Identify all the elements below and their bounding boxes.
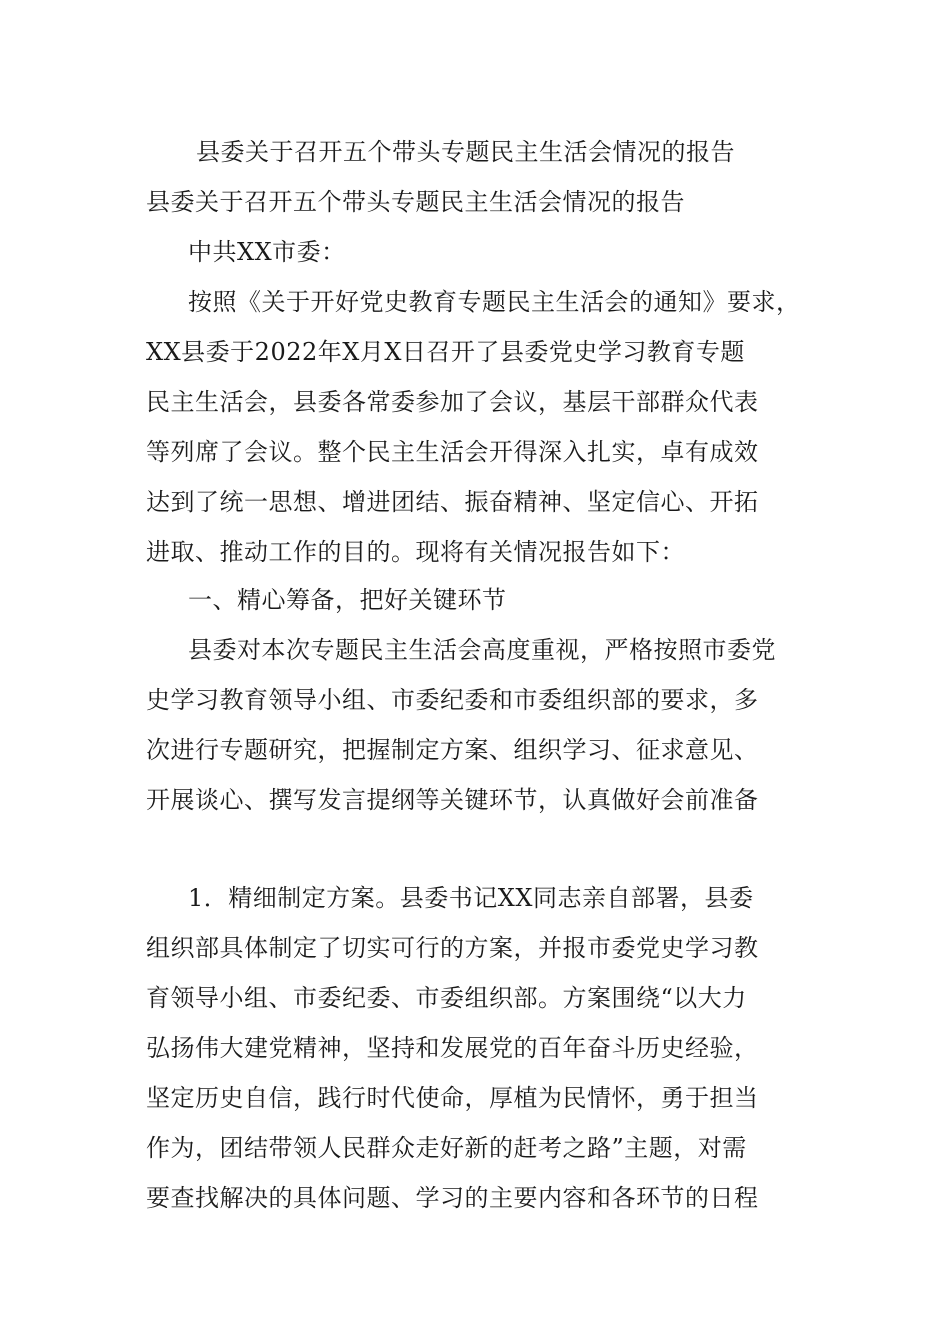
paragraph-line: 坚定历史自信，践行时代使命，厚植为民情怀，勇于担当 xyxy=(146,1084,759,1112)
paragraph-line: 弘扬伟大建党精神，坚持和发展党的百年奋斗历史经验， xyxy=(146,1034,759,1062)
paragraph-line: 次进行专题研究，把握制定方案、组织学习、征求意见、 xyxy=(146,736,759,764)
paragraph-line: 按照《关于开好党史教育专题民主生活会的通知》要求， xyxy=(188,288,801,316)
paragraph-line: 县委对本次专题民主生活会高度重视，严格按照市委党 xyxy=(188,636,776,664)
section-heading: 一、精心筹备，把好关键环节 xyxy=(188,586,507,614)
paragraph-line: 组织部具体制定了切实可行的方案，并报市委党史学习教 xyxy=(146,934,759,962)
paragraph-line: 育领导小组、市委纪委、市委组织部。方案围绕“以大力 xyxy=(146,984,747,1012)
salutation: 中共XX市委： xyxy=(188,238,346,266)
document-title-repeat: 县委关于召开五个带头专题民主生活会情况的报告 xyxy=(146,188,685,216)
paragraph-line: 民主生活会，县委各常委参加了会议，基层干部群众代表 xyxy=(146,388,759,416)
paragraph-line: 进取、推动工作的目的。现将有关情况报告如下： xyxy=(146,538,685,566)
paragraph-line: 史学习教育领导小组、市委纪委和市委组织部的要求，多 xyxy=(146,686,759,714)
document-title: 县委关于召开五个带头专题民主生活会情况的报告 xyxy=(196,138,735,166)
paragraph-line: 开展谈心、撰写发言提纲等关键环节，认真做好会前准备 xyxy=(146,786,759,814)
numbered-item-heading: 1．精细制定方案。县委书记XX同志亲自部署，县委 xyxy=(188,884,754,912)
paragraph-line: XX县委于2022年X月X日召开了县委党史学习教育专题 xyxy=(146,338,745,366)
paragraph-line: 等列席了会议。整个民主生活会开得深入扎实，卓有成效 xyxy=(146,438,759,466)
paragraph-line: 作为，团结带领人民群众走好新的赶考之路”主题，对需 xyxy=(146,1134,747,1162)
paragraph-line: 要查找解决的具体问题、学习的主要内容和各环节的日程 xyxy=(146,1184,759,1212)
paragraph-line: 达到了统一思想、增进团结、振奋精神、坚定信心、开拓 xyxy=(146,488,759,516)
